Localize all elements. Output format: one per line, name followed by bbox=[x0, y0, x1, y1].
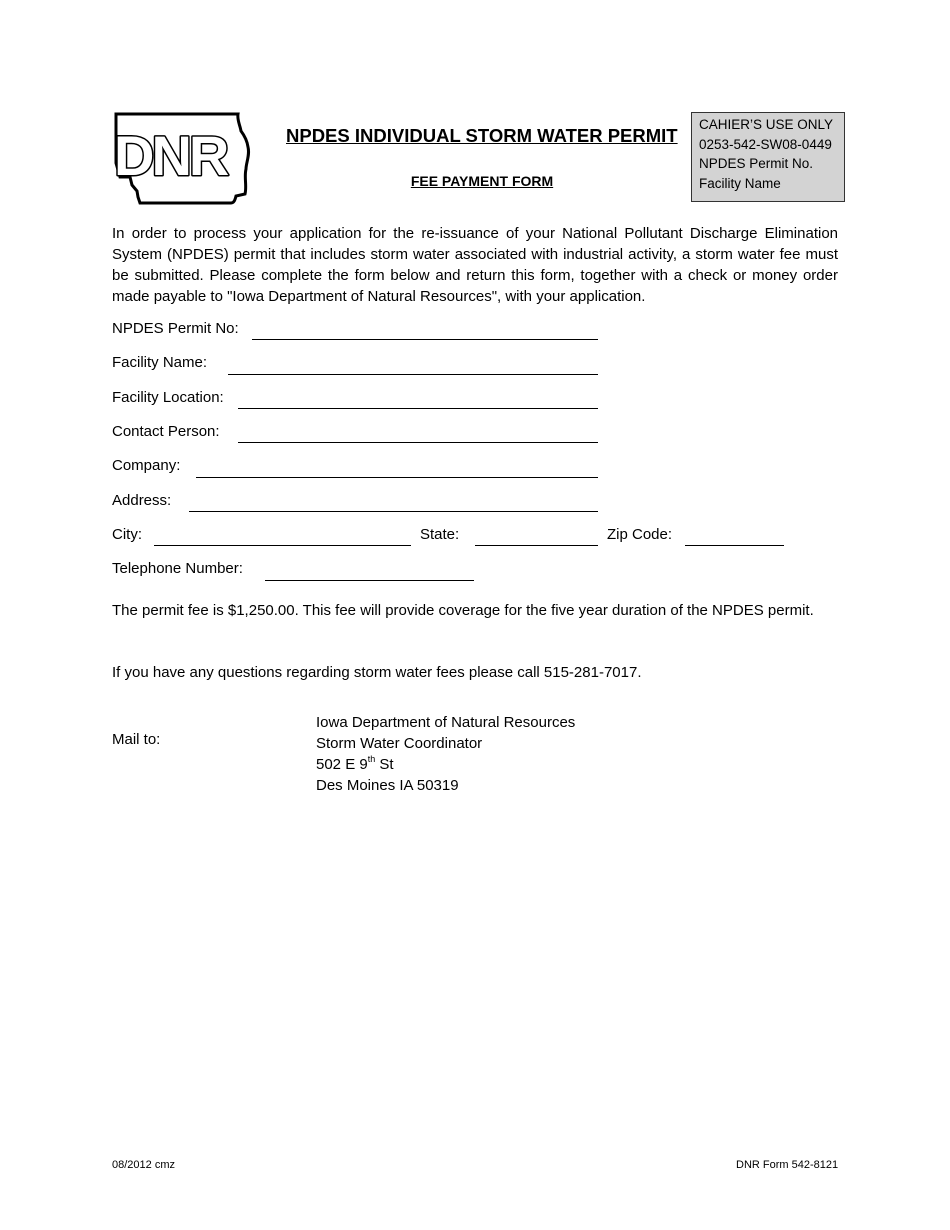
contact-person-field[interactable] bbox=[238, 442, 598, 443]
form-subtitle: FEE PAYMENT FORM bbox=[410, 173, 554, 189]
city-label: City: bbox=[112, 526, 142, 543]
zip-label: Zip Code: bbox=[607, 526, 673, 543]
footer-form-number: DNR Form 542-8121 bbox=[736, 1159, 839, 1171]
cashier-heading: CAHIER’S USE ONLY bbox=[699, 117, 834, 132]
dnr-logo bbox=[110, 111, 253, 205]
permit-no-label: NPDES Permit No: bbox=[112, 320, 239, 337]
cashier-use-box bbox=[691, 112, 845, 202]
address-line-4: Des Moines IA 50319 bbox=[316, 777, 459, 794]
address-line-2: Storm Water Coordinator bbox=[316, 735, 483, 752]
company-label: Company: bbox=[112, 457, 181, 474]
facility-location-label: Facility Location: bbox=[112, 389, 224, 406]
cashier-permit-label: NPDES Permit No. bbox=[699, 156, 814, 171]
form-title: NPDES INDIVIDUAL STORM WATER PERMIT bbox=[286, 125, 678, 146]
state-field[interactable] bbox=[475, 545, 598, 546]
city-field[interactable] bbox=[154, 545, 411, 546]
permit-no-field[interactable] bbox=[252, 339, 598, 340]
footer-date: 08/2012 cmz bbox=[112, 1159, 175, 1171]
questions-paragraph: If you have any questions regarding storm water fees please call 515-281-7017. bbox=[112, 664, 642, 681]
company-field[interactable] bbox=[196, 477, 598, 478]
facility-name-field[interactable] bbox=[228, 374, 598, 375]
address-label: Address: bbox=[112, 492, 172, 509]
telephone-field[interactable] bbox=[265, 580, 474, 581]
facility-name-label: Facility Name: bbox=[112, 354, 208, 371]
address-field[interactable] bbox=[189, 511, 598, 512]
mail-to-label: Mail to: bbox=[112, 731, 161, 748]
facility-location-field[interactable] bbox=[238, 408, 598, 409]
cashier-code: 0253-542-SW08-0449 bbox=[699, 136, 832, 152]
intro-paragraph: In order to process your application for the re-issuance of your National Pollutant Discharge Elimination System (NPDES) permit that includes storm water associated with industrial activity, a storm water fee must be submitted. Please complete the form below and return this form, together with a check or money order made payable to "Iowa Department of Natural Resources", with your application. bbox=[112, 225, 838, 305]
logo-text: DNR bbox=[114, 124, 227, 187]
fee-paragraph: The permit fee is $1,250.00. This fee will provide coverage for the five year duration of the NPDES permit. bbox=[112, 602, 814, 619]
mailing-address bbox=[316, 712, 575, 796]
telephone-label: Telephone Number: bbox=[112, 560, 243, 577]
state-label: State: bbox=[420, 526, 460, 543]
zip-field[interactable] bbox=[685, 545, 784, 546]
address-line-3: 502 E 9th St bbox=[316, 754, 394, 773]
contact-person-label: Contact Person: bbox=[112, 423, 220, 440]
cashier-facility-label: Facility Name bbox=[699, 175, 781, 191]
address-line-1: Iowa Department of Natural Resources bbox=[316, 714, 576, 731]
